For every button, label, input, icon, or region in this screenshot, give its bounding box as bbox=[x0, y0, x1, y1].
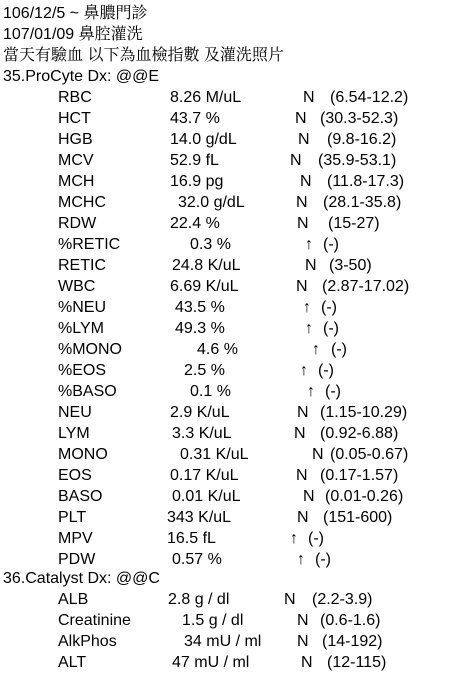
test-flag: N bbox=[312, 446, 324, 463]
test-value: 3.3 K/uL bbox=[172, 425, 232, 442]
test-flag: ↑ bbox=[300, 362, 308, 379]
section-title-catalyst: 36.Catalyst Dx: @@C bbox=[3, 570, 160, 587]
test-range: (30.3-52.3) bbox=[320, 110, 399, 127]
test-name: AlkPhos bbox=[58, 633, 117, 650]
procyte-row-mono bbox=[0, 339, 454, 360]
test-name: %LYM bbox=[58, 320, 104, 337]
test-flag: ↑ bbox=[305, 236, 313, 253]
test-flag: N bbox=[297, 215, 309, 232]
test-range: (2.87-17.02) bbox=[322, 278, 410, 295]
test-value: 43.7 % bbox=[170, 110, 220, 127]
procyte-row-mchc bbox=[0, 192, 454, 213]
test-flag: ↑ bbox=[290, 530, 298, 547]
test-flag: ↑ bbox=[305, 320, 313, 337]
test-name: ALT bbox=[58, 654, 87, 671]
procyte-row-mcv bbox=[0, 150, 454, 171]
test-flag: N bbox=[297, 633, 309, 650]
test-name: PDW bbox=[58, 551, 96, 568]
procyte-row-mch bbox=[0, 171, 454, 192]
test-range: (3-50) bbox=[329, 257, 372, 274]
test-range: (-) bbox=[323, 236, 339, 253]
test-range: (1.15-10.29) bbox=[320, 404, 408, 421]
test-value: 43.5 % bbox=[175, 299, 225, 316]
procyte-row-eos bbox=[0, 360, 454, 381]
test-range: (-) bbox=[315, 551, 331, 568]
test-name: LYM bbox=[58, 425, 90, 442]
catalyst-row-alt bbox=[0, 652, 454, 673]
test-value: 0.57 % bbox=[172, 551, 222, 568]
test-name: BASO bbox=[58, 488, 103, 505]
test-range: (151-600) bbox=[323, 509, 393, 526]
test-name: MCH bbox=[58, 173, 95, 190]
test-range: (2.2-3.9) bbox=[312, 591, 373, 608]
test-value: 2.5 % bbox=[184, 362, 225, 379]
test-flag: N bbox=[298, 131, 310, 148]
test-flag: N bbox=[305, 257, 317, 274]
procyte-row-hgb bbox=[0, 129, 454, 150]
test-flag: N bbox=[290, 152, 302, 169]
test-value: 14.0 g/dL bbox=[170, 131, 237, 148]
test-range: (12-115) bbox=[327, 654, 387, 671]
test-range: (35.9-53.1) bbox=[318, 152, 397, 169]
procyte-row-baso bbox=[0, 381, 454, 402]
test-flag: N bbox=[294, 425, 306, 442]
procyte-row-plt bbox=[0, 507, 454, 528]
test-value: 16.9 pg bbox=[170, 173, 224, 190]
test-range: (0.17-1.57) bbox=[320, 467, 399, 484]
test-name: MCV bbox=[58, 152, 94, 169]
test-flag: N bbox=[297, 612, 309, 629]
test-name: WBC bbox=[58, 278, 96, 295]
test-range: (-) bbox=[318, 362, 334, 379]
test-name: %BASO bbox=[58, 383, 117, 400]
test-flag: N bbox=[296, 278, 308, 295]
test-range: (14-192) bbox=[322, 633, 383, 650]
test-range: (6.54-12.2) bbox=[330, 89, 409, 106]
test-flag: N bbox=[297, 404, 309, 421]
test-range: (-) bbox=[325, 383, 341, 400]
test-flag: N bbox=[295, 110, 307, 127]
test-flag: N bbox=[300, 173, 312, 190]
test-name: EOS bbox=[58, 467, 92, 484]
test-range: (-) bbox=[323, 320, 339, 337]
test-value: 8.26 M/uL bbox=[170, 89, 242, 106]
test-name: RDW bbox=[58, 215, 97, 232]
procyte-row-pdw bbox=[0, 549, 454, 570]
test-range: (9.8-16.2) bbox=[327, 131, 397, 148]
test-name: MONO bbox=[58, 446, 108, 463]
test-flag: ↑ bbox=[303, 299, 311, 316]
test-flag: N bbox=[297, 509, 309, 526]
test-value: 0.17 K/uL bbox=[170, 467, 239, 484]
test-name: HCT bbox=[58, 110, 91, 127]
test-value: 6.69 K/uL bbox=[170, 278, 239, 295]
test-flag: N bbox=[296, 467, 308, 484]
test-range: (28.1-35.8) bbox=[323, 194, 402, 211]
test-range: (-) bbox=[308, 530, 324, 547]
test-value: 47 mU / ml bbox=[172, 654, 250, 671]
catalyst-row-alb bbox=[0, 589, 454, 610]
test-name: MCHC bbox=[58, 194, 106, 211]
header-note: 當天有驗血 以下為血檢指數 及灌洗照片 bbox=[3, 47, 284, 64]
test-flag: N bbox=[284, 591, 296, 608]
test-value: 52.9 fL bbox=[170, 152, 219, 169]
test-value: 2.9 K/uL bbox=[170, 404, 230, 421]
test-value: 4.6 % bbox=[197, 341, 238, 358]
section-title-procyte: 35.ProCyte Dx: @@E bbox=[3, 68, 160, 85]
test-range: (-) bbox=[321, 299, 337, 316]
test-name: PLT bbox=[58, 509, 87, 526]
test-name: MPV bbox=[58, 530, 93, 547]
test-name: RBC bbox=[58, 89, 92, 106]
test-range: (0.92-6.88) bbox=[320, 425, 399, 442]
test-value: 1.5 g / dl bbox=[182, 612, 244, 629]
test-value: 22.4 % bbox=[170, 215, 220, 232]
test-value: 0.3 % bbox=[190, 236, 231, 253]
procyte-row-retic bbox=[0, 255, 454, 276]
test-flag: ↑ bbox=[312, 341, 320, 358]
catalyst-row-alkphos bbox=[0, 631, 454, 652]
test-flag: ↑ bbox=[297, 551, 305, 568]
test-range: (0.6-1.6) bbox=[320, 612, 381, 629]
test-value: 0.01 K/uL bbox=[172, 488, 241, 505]
test-flag: N bbox=[301, 654, 313, 671]
procyte-row-mpv bbox=[0, 528, 454, 549]
test-value: 2.8 g / dl bbox=[168, 591, 230, 608]
test-value: 32.0 g/dL bbox=[178, 194, 245, 211]
test-name: RETIC bbox=[58, 257, 106, 274]
procyte-row-retic bbox=[0, 234, 454, 255]
test-name: %RETIC bbox=[58, 236, 121, 253]
test-name: %MONO bbox=[58, 341, 122, 358]
test-name: %NEU bbox=[58, 299, 107, 316]
test-value: 24.8 K/uL bbox=[172, 257, 241, 274]
procyte-row-neu bbox=[0, 297, 454, 318]
procyte-row-wbc bbox=[0, 276, 454, 297]
procyte-row-neu bbox=[0, 402, 454, 423]
test-range: (11.8-17.3) bbox=[327, 173, 405, 190]
test-range: (15-27) bbox=[328, 215, 380, 232]
test-range: (0.05-0.67) bbox=[330, 446, 409, 463]
header-date-visit: 106/12/5 ~ 鼻膿門診 bbox=[3, 5, 148, 22]
test-name: %EOS bbox=[58, 362, 107, 379]
test-flag: ↑ bbox=[307, 383, 315, 400]
procyte-row-rdw bbox=[0, 213, 454, 234]
test-name: HGB bbox=[58, 131, 93, 148]
catalyst-row-creatinine bbox=[0, 610, 454, 631]
test-flag: N bbox=[303, 89, 315, 106]
test-value: 16.5 fL bbox=[167, 530, 216, 547]
procyte-row-hct bbox=[0, 108, 454, 129]
procyte-row-mono bbox=[0, 444, 454, 465]
test-range: (0.01-0.26) bbox=[325, 488, 404, 505]
test-name: ALB bbox=[58, 591, 89, 608]
procyte-row-lym bbox=[0, 423, 454, 444]
procyte-row-eos bbox=[0, 465, 454, 486]
test-flag: N bbox=[303, 488, 315, 505]
test-name: NEU bbox=[58, 404, 92, 421]
procyte-row-baso bbox=[0, 486, 454, 507]
procyte-row-rbc bbox=[0, 87, 454, 108]
test-value: 34 mU / ml bbox=[184, 633, 262, 650]
header-date-lavage: 107/01/09 鼻腔灌洗 bbox=[3, 26, 143, 43]
test-value: 0.31 K/uL bbox=[180, 446, 249, 463]
procyte-row-lym bbox=[0, 318, 454, 339]
test-flag: N bbox=[296, 194, 308, 211]
test-range: (-) bbox=[331, 341, 347, 358]
test-value: 49.3 % bbox=[175, 320, 225, 337]
test-name: Creatinine bbox=[58, 612, 131, 629]
test-value: 343 K/uL bbox=[167, 509, 232, 526]
test-value: 0.1 % bbox=[190, 383, 231, 400]
